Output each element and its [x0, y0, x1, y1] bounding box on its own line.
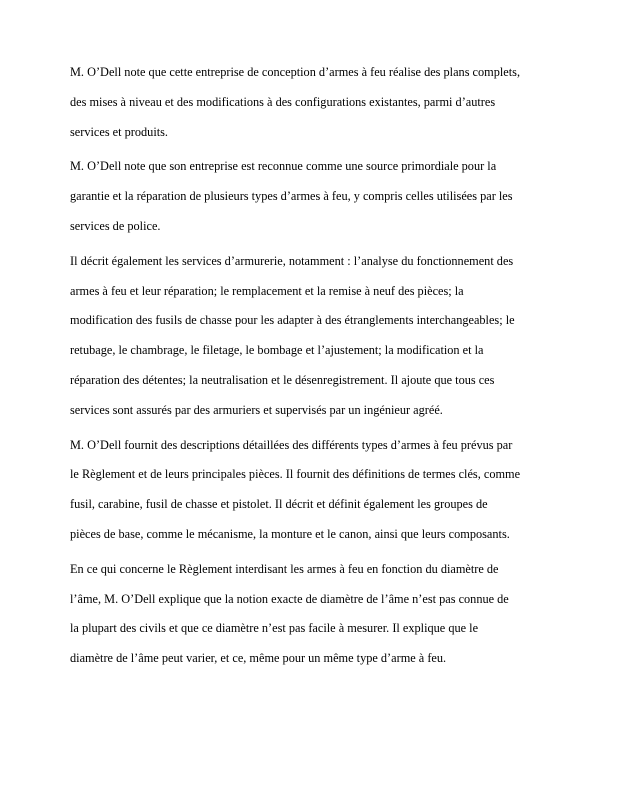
text-line: retubage, le chambrage, le filetage, le bombage et l’ajustement; la modification et la	[70, 343, 484, 358]
text-line: garantie et la réparation de plusieurs types d’armes à feu, y compris celles utilisées par les	[70, 189, 513, 204]
paragraph	[70, 555, 623, 674]
text-line: l’âme, M. O’Dell explique que la notion exacte de diamètre de l’âme n’est pas connue de	[70, 591, 509, 606]
paragraph	[70, 431, 623, 550]
text-line: la plupart des civils et que ce diamètre n’est pas facile à mesurer. Il explique que le	[70, 621, 479, 636]
text-line: des mises à niveau et des modifications à des configurations existantes, parmi d’autres	[70, 94, 496, 109]
paragraph	[70, 247, 623, 426]
text-line: fusil, carabine, fusil de chasse et pistolet. Il décrit et définit également les groupes de	[70, 497, 488, 512]
document-body-text	[70, 58, 623, 674]
paragraph	[70, 152, 623, 241]
text-line: diamètre de l’âme peut varier, et ce, même pour un même type d’arme à feu.	[70, 651, 447, 666]
text-line: armes à feu et leur réparation; le remplacement et la remise à neuf des pièces; la	[70, 283, 464, 298]
text-line: services de police.	[70, 218, 161, 233]
text-line: services et produits.	[70, 124, 169, 139]
text-line: le Règlement et de leurs principales pièces. Il fournit des définitions de termes clés, comme	[70, 467, 521, 482]
text-line: M. O’Dell note que cette entreprise de conception d’armes à feu réalise des plans complets,	[70, 65, 521, 79]
text-line: M. O’Dell fournit des descriptions détaillées des différents types d’armes à feu prévus par	[70, 437, 513, 452]
text-line: réparation des détentes; la neutralisation et le désenregistrement. Il ajoute que tous ces	[70, 372, 495, 387]
text-line: pièces de base, comme le mécanisme, la monture et le canon, ainsi que leurs composants.	[70, 526, 510, 541]
text-line: En ce qui concerne le Règlement interdisant les armes à feu en fonction du diamètre de	[70, 561, 499, 576]
text-line: services sont assurés par des armuriers et supervisés par un ingénieur agréé.	[70, 402, 443, 417]
text-line: M. O’Dell note que son entreprise est reconnue comme une source primordiale pour la	[70, 159, 497, 174]
paragraph	[70, 58, 623, 147]
text-line: Il décrit également les services d’armurerie, notamment : l’analyse du fonctionnement des	[70, 253, 514, 268]
text-line: modification des fusils de chasse pour les adapter à des étranglements interchangeables; le	[70, 313, 515, 328]
